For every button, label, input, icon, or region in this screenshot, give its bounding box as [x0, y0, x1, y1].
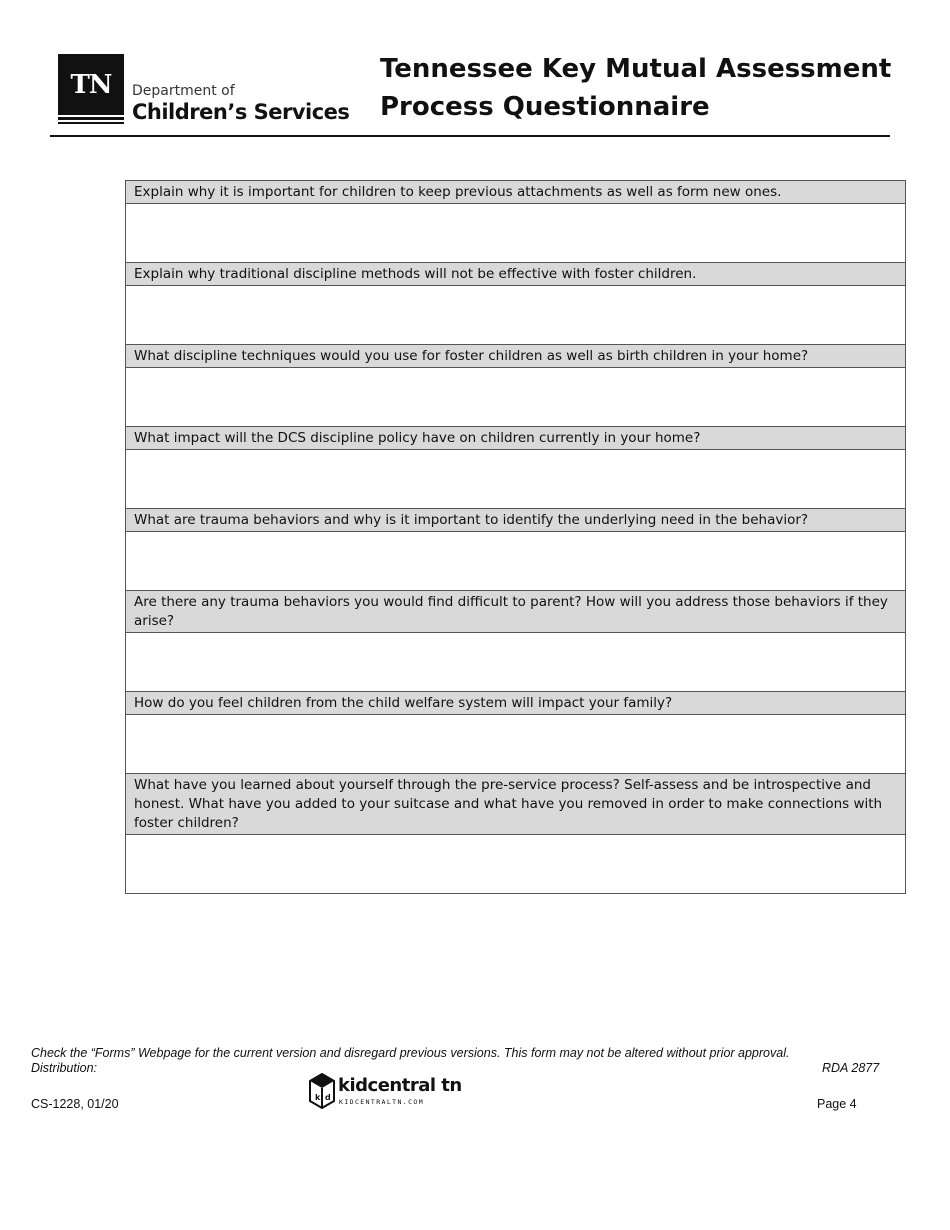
page-title-line1: Tennessee Key Mutual Assessment — [380, 54, 892, 84]
question-label: What discipline techniques would you use for foster children as well as birth children in your home? — [126, 345, 905, 368]
kidcentral-cube-icon — [309, 1073, 335, 1109]
answer-field[interactable] — [126, 633, 905, 692]
answer-field[interactable] — [126, 368, 905, 427]
form-code: CS-1228, 01/20 — [31, 1097, 119, 1111]
kidcentral-url: KIDCENTRALTN.COM — [339, 1098, 425, 1106]
answer-field[interactable] — [126, 204, 905, 263]
question-label: What are trauma behaviors and why is it important to identify the underlying need in the behavior? — [126, 509, 905, 532]
question-row — [126, 692, 905, 774]
department-label: Department of — [132, 83, 235, 99]
footer-note — [31, 1046, 911, 1076]
svg-text:d: d — [325, 1093, 331, 1102]
question-row — [126, 509, 905, 591]
question-label: Are there any trauma behaviors you would find difficult to parent? How will you address those behaviors if they arise? — [126, 591, 905, 633]
question-row — [126, 181, 905, 263]
questionnaire-table — [125, 180, 906, 894]
page-title — [380, 50, 900, 126]
forms-disclaimer: Check the “Forms” Webpage for the current version and disregard previous versions. This form may not be altered without prior approval. — [31, 1046, 790, 1060]
question-label: What have you learned about yourself through the pre-service process? Self-assess and be introspective and honest. What have you added to your suitcase and what have you removed in order to make connections with foster children? — [126, 774, 905, 835]
question-row — [126, 427, 905, 509]
kidcentral-name: kidcentral tn — [338, 1075, 462, 1096]
question-label: Explain why traditional discipline methods will not be effective with foster children. — [126, 263, 905, 286]
page-title-line2: Process Questionnaire — [380, 92, 710, 122]
answer-field[interactable] — [126, 450, 905, 509]
question-row — [126, 591, 905, 692]
department-name: Children’s Services — [132, 100, 350, 124]
answer-field[interactable] — [126, 835, 905, 893]
question-row — [126, 345, 905, 427]
question-label: Explain why it is important for children to keep previous attachments as well as form new ones. — [126, 181, 905, 204]
answer-field[interactable] — [126, 286, 905, 345]
tn-logo-bar — [58, 117, 124, 120]
kidcentral-logo — [309, 1073, 462, 1111]
dcs-logo — [58, 54, 358, 124]
answer-field[interactable] — [126, 532, 905, 591]
distribution-label: Distribution: — [31, 1061, 97, 1075]
tn-logo-mark: TN — [58, 54, 124, 115]
question-label: What impact will the DCS discipline policy have on children currently in your home? — [126, 427, 905, 450]
question-label: How do you feel children from the child welfare system will impact your family? — [126, 692, 905, 715]
tn-logo-bar — [58, 122, 124, 124]
page-number: Page 4 — [817, 1097, 857, 1111]
answer-field[interactable] — [126, 715, 905, 774]
svg-text:k: k — [315, 1093, 321, 1102]
rda-number: RDA 2877 — [822, 1061, 880, 1075]
question-row — [126, 774, 905, 893]
question-row — [126, 263, 905, 345]
header-divider — [50, 135, 890, 137]
